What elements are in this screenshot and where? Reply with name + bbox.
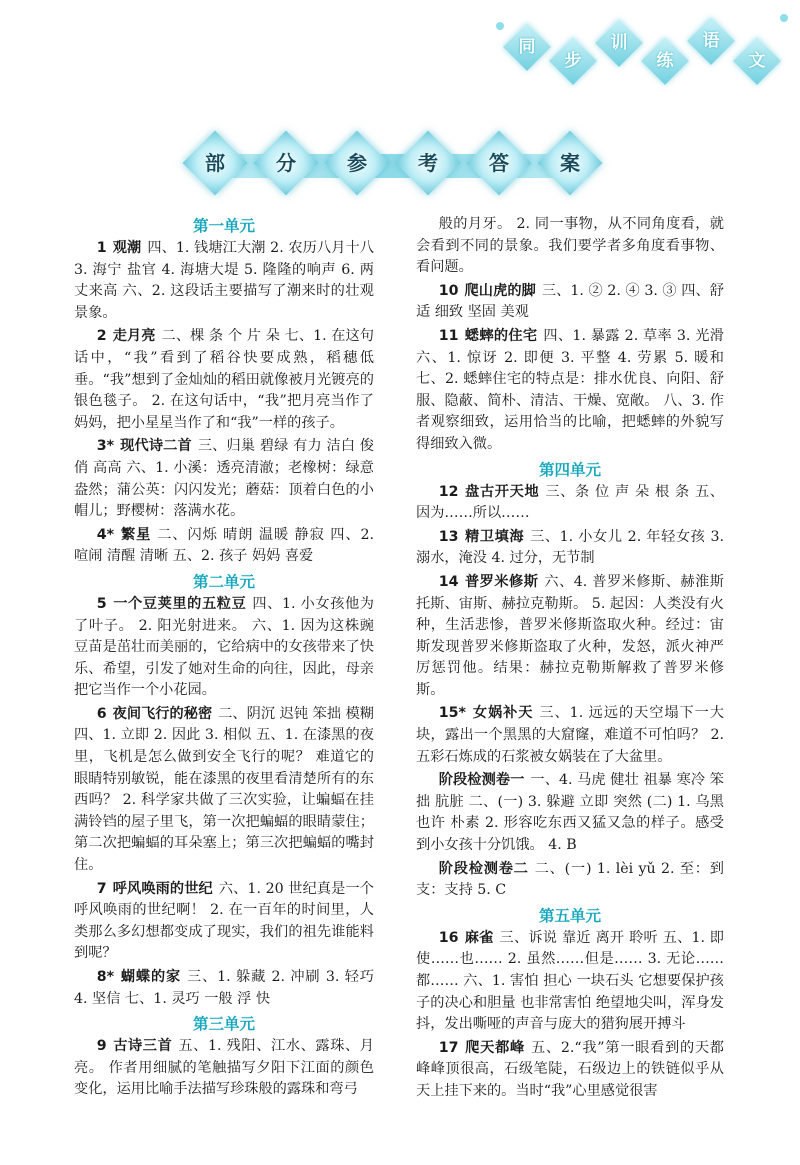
lesson-title: 现代诗二首 (120, 438, 192, 455)
answer-continuation (416, 214, 724, 279)
lesson-answer (74, 704, 374, 877)
lesson-title: 爬山虎的脚 (464, 282, 536, 299)
answer-text: 二、棵 条 个 片 朵 七、1. 在这句话中，“我”看到了稻谷快要成熟，稻穗低垂。“我”想到了金灿灿的稻田就像被月光镀亮的银色毯子。 2. 在这句话中，“我”把月亮当作了妈妈，把小星星当作了和“我”一样的孩子。 (74, 328, 374, 431)
unit-heading: 第三单元 (192, 1015, 255, 1034)
answer-text: 四、1. 暴露 2. 草率 3. 光滑 六、1. 惊讶 2. 即便 3. 平整 4. 劳累 5. 暖和 七、2. 蟋蟀住宅的特点是：排水优良、向阳、舒服、隐蔽、简朴、清洁、干燥、宽敞。 八、3. 作者观察细致，运用恰当的比喻，把蟋蟀的外貌写得细致入微。 (416, 327, 724, 452)
lesson-answer (74, 326, 374, 434)
title-char: 分 (276, 151, 296, 175)
answer-text: 三、1. ② 2. ④ 3. ③ 四、舒适 细致 坚固 美观 (416, 282, 724, 321)
lesson-number: 7 (96, 880, 107, 897)
test-answer (416, 770, 724, 856)
test-title: 阶段检测卷二 (438, 860, 529, 877)
lesson-number: 11 (438, 327, 459, 344)
lesson-number: 17 (438, 1039, 459, 1056)
lesson-answer (74, 525, 374, 568)
lesson-title: 盘古开天地 (464, 483, 540, 500)
lesson-title: 精卫填海 (464, 528, 525, 545)
lesson-answer (74, 594, 374, 702)
title-char: 考 (418, 151, 438, 175)
answer-text: 三、归巢 碧绿 有力 洁白 俊俏 高高 六、1. 小溪：透亮清澈；老橡树：绿意盎然；蒲公英：闪闪发光；蘑菇：顶着白色的小帽儿；野樱树：落满水花。 (74, 438, 374, 520)
lesson-answer (416, 572, 724, 702)
lesson-answer (74, 967, 374, 1010)
brand-char: 语 (702, 31, 720, 51)
lesson-title: 蟋蟀的住宅 (464, 327, 538, 344)
lesson-answer (416, 928, 724, 1036)
lesson-title: 走月亮 (112, 328, 156, 345)
answer-text: 一、4. 马虎 健壮 祖暴 寒冷 笨拙 肮脏 二、(一) 3. 躲避 立即 突然 (二) 1. 乌黑 也许 朴素 2. 形容吃东西又猛又急的样子。感受到小女孩十分饥饿。 4. B (416, 772, 724, 854)
title-char: 案 (560, 151, 580, 175)
lesson-answer (74, 879, 374, 965)
lesson-number: 6 (96, 705, 107, 722)
unit-heading: 第四单元 (538, 460, 601, 479)
answer-text: 四、1. 钱塘江大潮 2. 农历八月十八 3. 海宁 盐官 4. 海塘大堤 5. 隆隆的响声 6. 两丈来高 六、2. 这段话主要描写了潮来时的壮观景象。 (74, 240, 374, 321)
lesson-answer (416, 703, 724, 768)
lesson-answer (74, 1036, 374, 1101)
unit-heading: 第一单元 (192, 217, 255, 235)
series-brand (470, 0, 800, 110)
lesson-number: 8* (96, 969, 115, 985)
test-answer (416, 859, 724, 902)
answer-text: 四、1. 小女孩他为了叶子。 2. 阳光射进来。 六、1. 因为这株豌豆苗是茁壮而美丽的，它给病中的女孩带来了快乐、希望，引发了她对生命的向往，因此，母亲把它当作一个小花园。 (74, 595, 374, 699)
lesson-answer (416, 1038, 724, 1103)
answer-text: 三、1. 小女儿 2. 年轻女孩 3. 溺水，淹没 4. 过分，无节制 (416, 528, 724, 567)
lesson-number: 16 (438, 929, 459, 946)
title-char: 部 (205, 151, 225, 175)
answer-text: 六、1. 20 世纪真是一个呼风唤雨的世纪啊！ 2. 在一百年的时间里，人类那么多幻想都变成了现实，我们的祖先谁能料到呢？ (74, 880, 374, 962)
decor-dot (780, 14, 788, 22)
title-char: 答 (489, 151, 509, 175)
page-title (188, 128, 600, 208)
test-title: 阶段检测卷一 (438, 772, 525, 789)
answer-text: 五、1. 残阳、江水、露珠、月亮。 作者用细腻的笔触描写夕阳下江面的颜色变化，运用比喻手法描写珍珠般的露珠和弯弓 (74, 1038, 374, 1098)
answer-text: 般的月牙。 2. 同一事物，从不同角度看，就会看到不同的景象。我们要学者多角度看事物、看问题。 (416, 216, 724, 276)
lesson-title: 蝴蝶的家 (120, 969, 182, 985)
brand-char: 步 (564, 51, 582, 71)
lesson-number: 4* (96, 526, 115, 543)
lesson-title: 普罗米修斯 (464, 573, 539, 590)
lesson-number: 9 (96, 1038, 107, 1055)
unit-heading: 第二单元 (192, 572, 255, 591)
lesson-number: 2 (96, 328, 107, 345)
lesson-number: 3* (96, 438, 115, 455)
decor-dot (496, 22, 504, 30)
lesson-title: 麻雀 (464, 929, 494, 946)
brand-char: 训 (610, 33, 628, 53)
answer-column-left (74, 214, 374, 1103)
answer-text: 五、2.“我”第一眼看到的天都峰峰顶很高，石级笔陡，石级边上的铁链似乎从天上挂下来的。当时“我”心里感觉很害 (416, 1039, 724, 1099)
answer-text: 二、闪烁 晴朗 温暖 静寂 四、2. 喧闹 清醒 清晰 五、2. 孩子 妈妈 喜爱 (74, 526, 374, 565)
answer-text: 三、1. 躲藏 2. 冲刷 3. 轻巧 4. 坚信 七、1. 灵巧 一般 浮 快 (74, 969, 374, 1007)
lesson-title: 爬天都峰 (464, 1039, 525, 1056)
lesson-title: 观潮 (112, 240, 142, 256)
lesson-title: 一个豆荚里的五粒豆 (112, 595, 247, 612)
answer-text: 二、(一) 1. lèi yǔ 2. 至：到 支：支持 5. C (416, 860, 724, 899)
lesson-answer (416, 482, 724, 525)
lesson-answer (416, 281, 724, 324)
lesson-number: 14 (438, 573, 459, 590)
brand-char: 同 (518, 37, 536, 57)
lesson-title: 呼风唤雨的世纪 (112, 880, 213, 897)
brand-char: 文 (748, 51, 766, 71)
lesson-title: 繁星 (120, 526, 152, 543)
lesson-answer (416, 326, 724, 456)
answer-text: 六、4. 普罗米修斯、赫淮斯托斯、宙斯、赫拉克勒斯。 5. 起因：人类没有火种，生活悲惨，普罗米修斯盗取火种。经过：宙斯发现普罗米修斯盗取了火种，发怒，派火神严厉惩罚他。结果：赫拉克勒斯解救了普罗米修斯。 (416, 573, 724, 698)
lesson-title: 夜间飞行的秘密 (112, 705, 213, 722)
answer-text: 三、诉说 靠近 离开 聆听 五、1. 即使……也…… 2. 虽然……但是…… 3. 无论……都…… 六、1. 害怕 担心 一块石头 它想要保护孩子的决心和胆量 也非常害怕 绝望地尖叫，浑身发抖，发出嘶哑的声音与庞大的猎狗展开搏斗 (416, 929, 724, 1033)
title-char: 参 (347, 151, 367, 175)
lesson-title: 古诗三首 (112, 1038, 173, 1055)
answer-text: 三、1. 远远的天空塌下一大块，露出一个黑黑的大窟窿，难道不可怕吗？ 2. 五彩石炼成的石浆被女娲装在了大盆里。 (416, 705, 724, 765)
lesson-number: 1 (96, 240, 107, 256)
lesson-number: 13 (438, 528, 459, 545)
lesson-answer (74, 436, 374, 522)
answer-column-right (416, 214, 724, 1105)
lesson-answer (416, 527, 724, 570)
lesson-answer (74, 238, 374, 324)
brand-char: 练 (656, 51, 674, 71)
unit-heading: 第五单元 (538, 906, 601, 925)
lesson-number: 12 (438, 483, 459, 500)
answer-text: 三、条 位 声 朵 根 条 五、因为……所以…… (416, 483, 724, 522)
lesson-title: 女娲补天 (471, 705, 534, 722)
lesson-number: 10 (438, 282, 459, 299)
lesson-number: 15* (438, 705, 466, 722)
answer-text: 二、阴沉 迟钝 笨拙 模糊 四、1. 立即 2. 因此 3. 相似 五、1. 在漆黑的夜里，飞机是怎么做到安全飞行的呢？ 难道它的眼睛特别敏锐，能在漆黑的夜里看清楚所有的东西吗？ 2. 科学家共做了三次实验，让蝙蝠在挂满铃铛的屋子里飞，第一次把蝙蝠的眼睛蒙住；第二次把蝙蝠的耳朵塞上；第三次把蝙蝠的嘴封住。 (74, 705, 374, 874)
lesson-number: 5 (96, 595, 107, 612)
